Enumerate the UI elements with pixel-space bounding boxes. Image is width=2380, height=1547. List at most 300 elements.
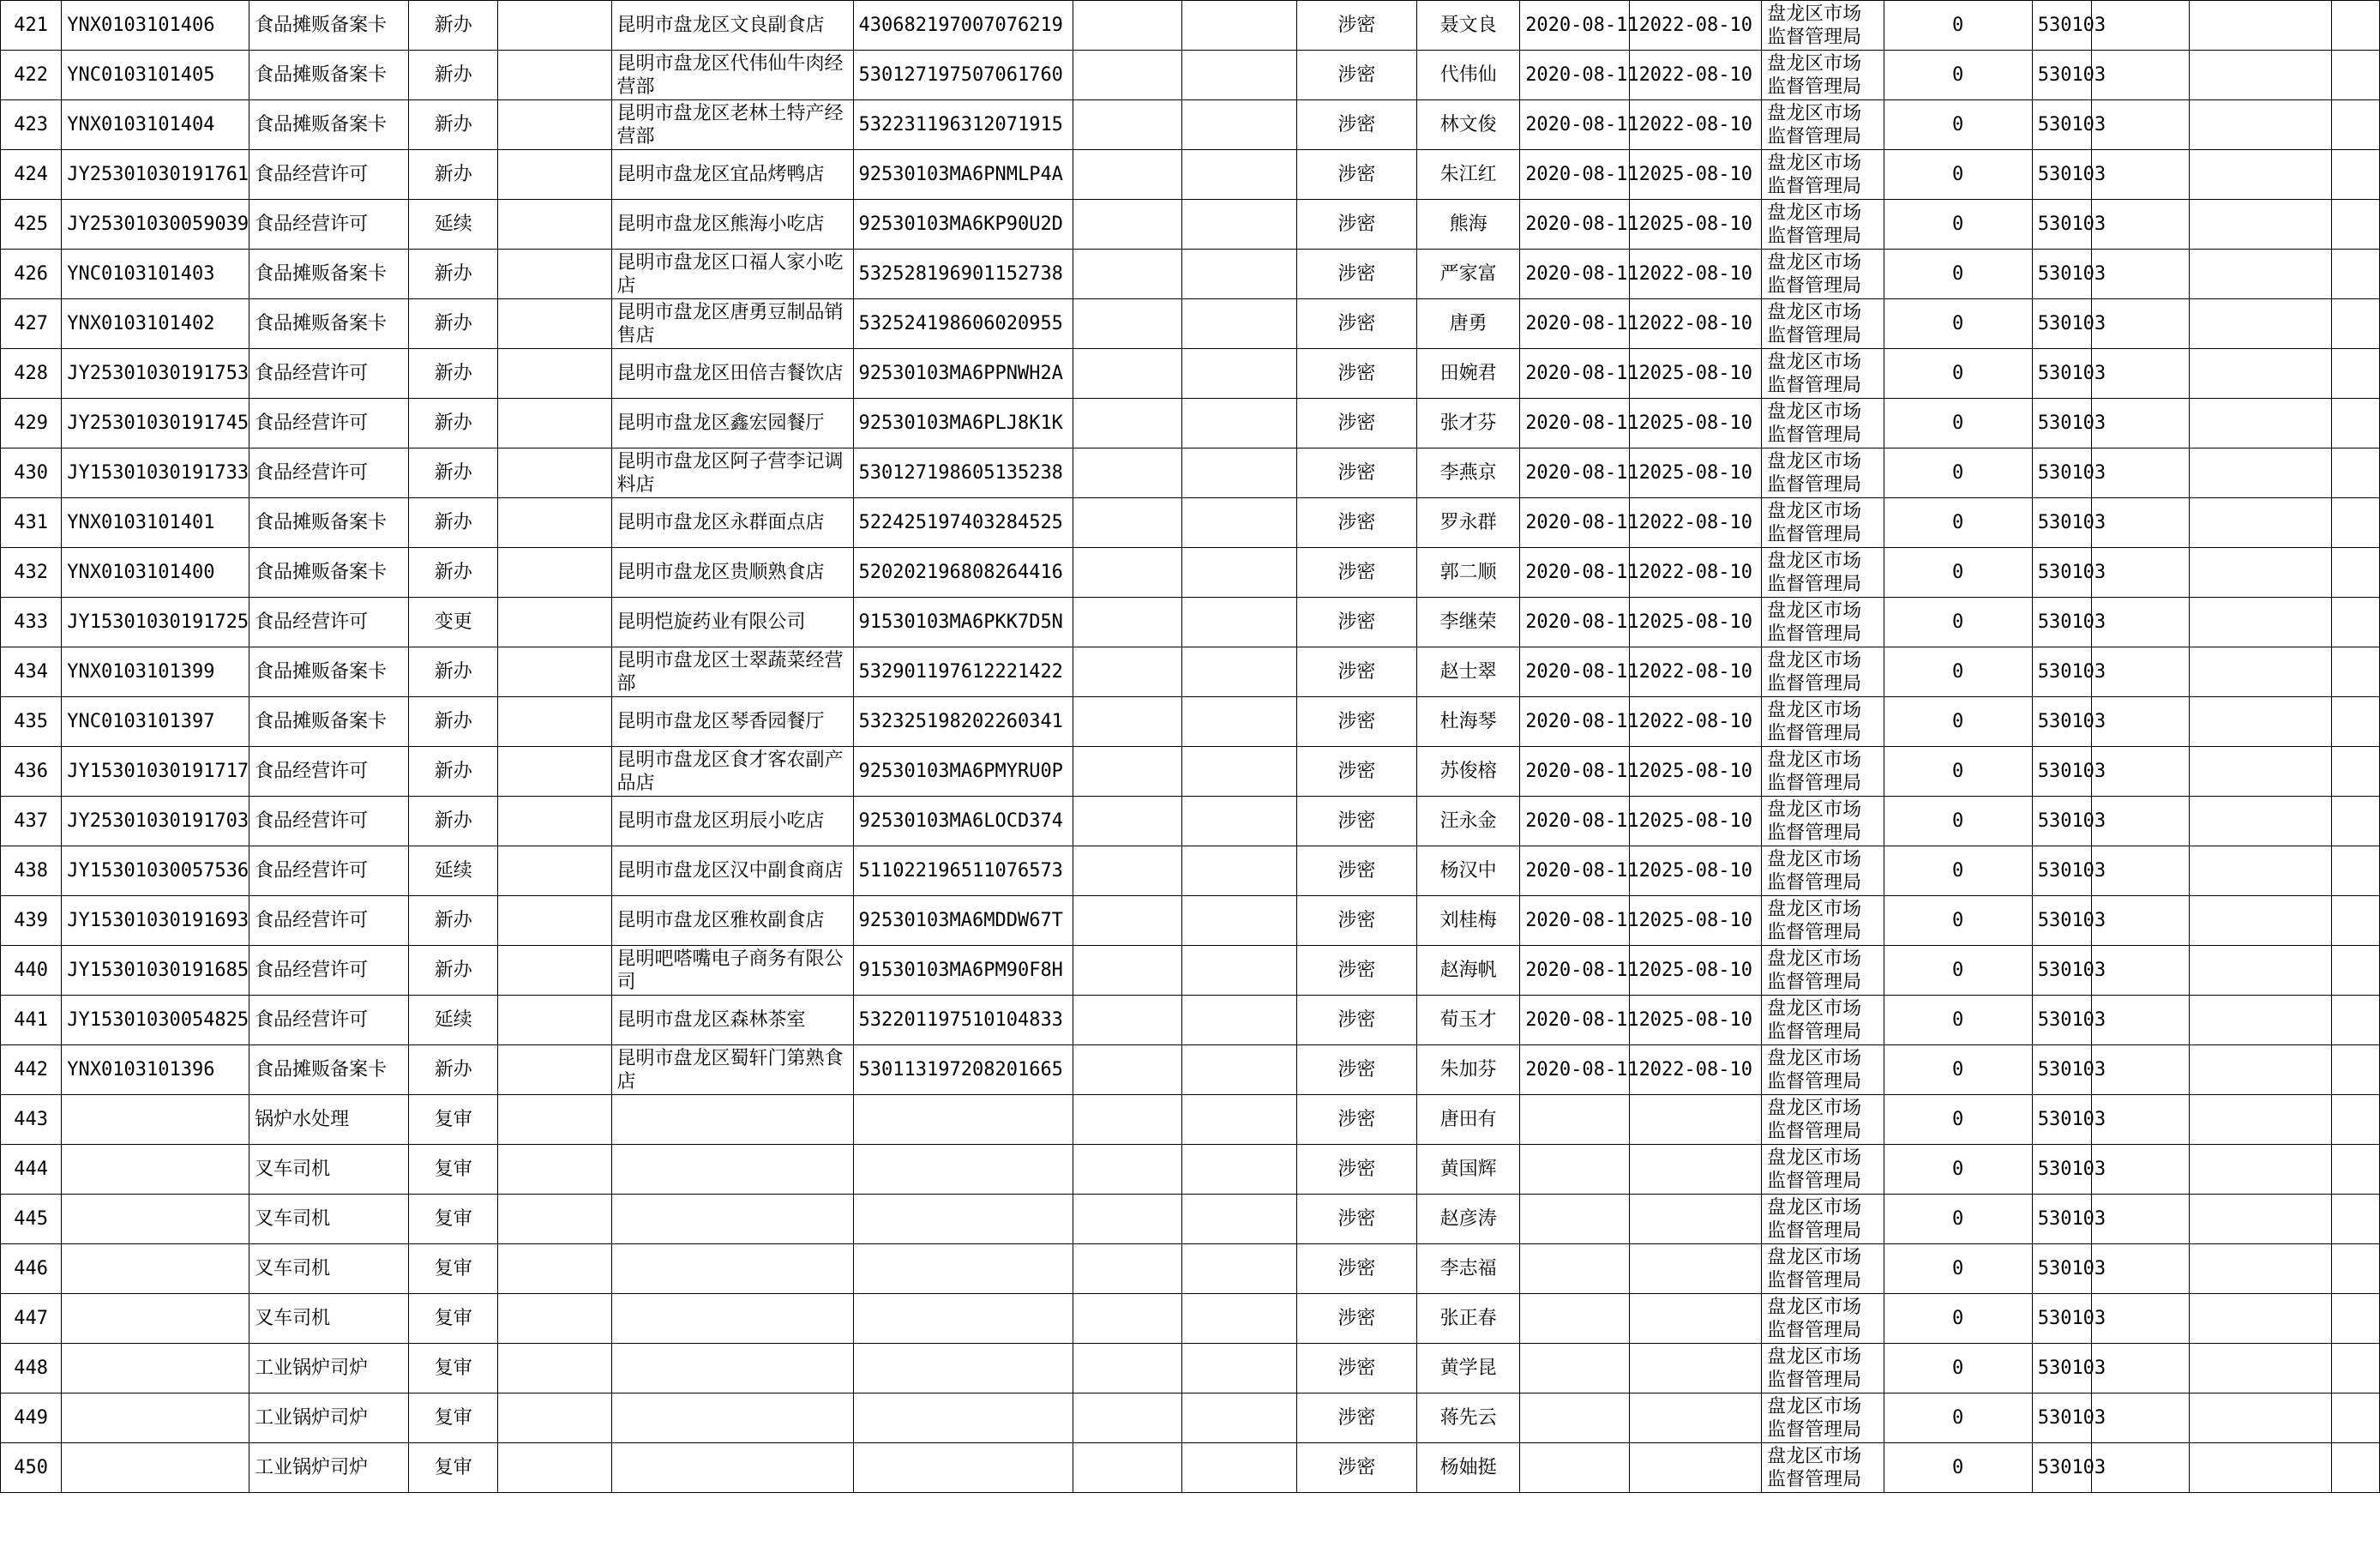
empty-cell — [2189, 1394, 2331, 1443]
business-name-cell: 昆明市盘龙区宜品烤鸭店 — [611, 150, 853, 200]
license-type-cell: 工业锅炉司炉 — [249, 1394, 409, 1443]
empty-cell — [2091, 598, 2189, 647]
secret-status-cell: 涉密 — [1296, 697, 1416, 747]
table-row — [1, 1394, 2380, 1443]
license-type-cell: 食品摊贩备案卡 — [249, 100, 409, 150]
area-code-cell: 530103 — [2032, 299, 2091, 349]
empty-cell — [2091, 1443, 2189, 1493]
business-name-cell: 昆明市盘龙区熊海小吃店 — [611, 200, 853, 250]
empty-cell — [1182, 399, 1296, 448]
table-row — [1, 747, 2380, 797]
row-number-cell: 443 — [1, 1095, 62, 1145]
row-number-cell: 423 — [1, 100, 62, 150]
action-type-cell: 延续 — [409, 200, 498, 250]
empty-cell — [1182, 1145, 1296, 1195]
business-name-cell: 昆明市盘龙区蜀轩门第熟食店 — [611, 1045, 853, 1095]
empty-cell — [2091, 1394, 2189, 1443]
flag-cell: 0 — [1884, 150, 2032, 200]
flag-cell: 0 — [1884, 697, 2032, 747]
license-code-cell: YNX0103101402 — [62, 299, 249, 349]
flag-cell: 0 — [1884, 996, 2032, 1045]
empty-cell — [2091, 1195, 2189, 1244]
empty-cell — [2091, 498, 2189, 548]
business-name-cell — [611, 1145, 853, 1195]
table-row — [1, 1443, 2380, 1493]
empty-cell — [2331, 1443, 2379, 1493]
end-date-cell: 2025-08-10 — [1630, 996, 1762, 1045]
flag-cell: 0 — [1884, 598, 2032, 647]
license-type-cell: 食品经营许可 — [249, 996, 409, 1045]
license-code-cell — [62, 1443, 249, 1493]
area-code-cell: 530103 — [2032, 896, 2091, 946]
license-code-cell: YNC0103101403 — [62, 250, 249, 299]
table-row — [1, 797, 2380, 846]
flag-cell: 0 — [1884, 1294, 2032, 1344]
empty-cell — [1182, 51, 1296, 100]
end-date-cell: 2022-08-10 — [1630, 51, 1762, 100]
credit-code-cell: 520202196808264416 — [853, 548, 1073, 598]
credit-code-cell: 430682197007076219 — [853, 1, 1073, 51]
action-type-cell: 复审 — [409, 1394, 498, 1443]
start-date-cell: 2020-08-11 — [1520, 1045, 1630, 1095]
end-date-cell — [1630, 1443, 1762, 1493]
empty-cell — [2189, 448, 2331, 498]
business-name-cell: 昆明市盘龙区森林茶室 — [611, 996, 853, 1045]
row-number-cell: 439 — [1, 896, 62, 946]
license-type-cell: 食品摊贩备案卡 — [249, 697, 409, 747]
secret-status-cell: 涉密 — [1296, 647, 1416, 697]
business-name-cell: 昆明市盘龙区汉中副食商店 — [611, 846, 853, 896]
empty-cell — [498, 647, 611, 697]
empty-cell — [2091, 150, 2189, 200]
area-code-cell: 530103 — [2032, 51, 2091, 100]
action-type-cell: 新办 — [409, 349, 498, 399]
empty-cell — [1073, 846, 1182, 896]
area-code-cell: 530103 — [2032, 548, 2091, 598]
row-number-cell: 441 — [1, 996, 62, 1045]
row-number-cell: 430 — [1, 448, 62, 498]
empty-cell — [2331, 946, 2379, 996]
empty-cell — [2189, 1045, 2331, 1095]
row-number-cell: 447 — [1, 1294, 62, 1344]
person-name-cell: 朱江红 — [1417, 150, 1520, 200]
license-code-cell: JY15301030191717 — [62, 747, 249, 797]
row-number-cell: 438 — [1, 846, 62, 896]
empty-cell — [2091, 100, 2189, 150]
action-type-cell: 新办 — [409, 498, 498, 548]
empty-cell — [1073, 797, 1182, 846]
credit-code-cell: 92530103MA6PLJ8K1K — [853, 399, 1073, 448]
empty-cell — [1182, 498, 1296, 548]
empty-cell — [2331, 448, 2379, 498]
empty-cell — [498, 846, 611, 896]
empty-cell — [1073, 200, 1182, 250]
area-code-cell: 530103 — [2032, 697, 2091, 747]
license-type-cell: 叉车司机 — [249, 1294, 409, 1344]
license-type-cell: 食品经营许可 — [249, 946, 409, 996]
table-row — [1, 1294, 2380, 1344]
secret-status-cell: 涉密 — [1296, 100, 1416, 150]
area-code-cell: 530103 — [2032, 1145, 2091, 1195]
start-date-cell — [1520, 1294, 1630, 1344]
flag-cell: 0 — [1884, 100, 2032, 150]
area-code-cell: 530103 — [2032, 250, 2091, 299]
start-date-cell: 2020-08-11 — [1520, 51, 1630, 100]
agency-cell: 盘龙区市场监督管理局 — [1762, 200, 1884, 250]
empty-cell — [2189, 100, 2331, 150]
table-row — [1, 1195, 2380, 1244]
area-code-cell: 530103 — [2032, 1045, 2091, 1095]
license-code-cell: YNX0103101400 — [62, 548, 249, 598]
license-type-cell: 食品摊贩备案卡 — [249, 1045, 409, 1095]
person-name-cell: 赵士翠 — [1417, 647, 1520, 697]
empty-cell — [1182, 299, 1296, 349]
empty-cell — [2331, 1195, 2379, 1244]
person-name-cell: 李志福 — [1417, 1244, 1520, 1294]
agency-cell: 盘龙区市场监督管理局 — [1762, 1145, 1884, 1195]
area-code-cell: 530103 — [2032, 448, 2091, 498]
license-code-cell: YNC0103101405 — [62, 51, 249, 100]
license-code-cell: JY25301030191703 — [62, 797, 249, 846]
person-name-cell: 杜海琴 — [1417, 697, 1520, 747]
license-code-cell — [62, 1244, 249, 1294]
empty-cell — [498, 1195, 611, 1244]
license-type-cell: 食品摊贩备案卡 — [249, 647, 409, 697]
action-type-cell: 变更 — [409, 598, 498, 647]
empty-cell — [2331, 747, 2379, 797]
business-name-cell: 昆明市盘龙区田倍吉餐饮店 — [611, 349, 853, 399]
empty-cell — [1182, 100, 1296, 150]
secret-status-cell: 涉密 — [1296, 250, 1416, 299]
empty-cell — [2189, 1195, 2331, 1244]
empty-cell — [1073, 1095, 1182, 1145]
empty-cell — [1073, 647, 1182, 697]
empty-cell — [1073, 1443, 1182, 1493]
agency-cell: 盘龙区市场监督管理局 — [1762, 1443, 1884, 1493]
end-date-cell: 2025-08-10 — [1630, 200, 1762, 250]
credit-code-cell: 92530103MA6MDDW67T — [853, 896, 1073, 946]
end-date-cell: 2025-08-10 — [1630, 946, 1762, 996]
start-date-cell: 2020-08-11 — [1520, 399, 1630, 448]
area-code-cell: 530103 — [2032, 100, 2091, 150]
end-date-cell: 2022-08-10 — [1630, 250, 1762, 299]
row-number-cell: 421 — [1, 1, 62, 51]
end-date-cell: 2022-08-10 — [1630, 697, 1762, 747]
start-date-cell — [1520, 1095, 1630, 1145]
credit-code-cell — [853, 1344, 1073, 1394]
empty-cell — [2189, 200, 2331, 250]
empty-cell — [1182, 250, 1296, 299]
credit-code-cell: 511022196511076573 — [853, 846, 1073, 896]
license-code-cell: JY15301030191685 — [62, 946, 249, 996]
empty-cell — [1073, 349, 1182, 399]
empty-cell — [498, 51, 611, 100]
agency-cell: 盘龙区市场监督管理局 — [1762, 1195, 1884, 1244]
empty-cell — [2331, 548, 2379, 598]
empty-cell — [2091, 896, 2189, 946]
empty-cell — [2189, 349, 2331, 399]
action-type-cell: 复审 — [409, 1244, 498, 1294]
empty-cell — [2189, 647, 2331, 697]
end-date-cell: 2025-08-10 — [1630, 896, 1762, 946]
business-name-cell: 昆明市盘龙区文良副食店 — [611, 1, 853, 51]
end-date-cell — [1630, 1394, 1762, 1443]
agency-cell: 盘龙区市场监督管理局 — [1762, 697, 1884, 747]
empty-cell — [1073, 399, 1182, 448]
area-code-cell: 530103 — [2032, 846, 2091, 896]
empty-cell — [498, 797, 611, 846]
empty-cell — [1073, 51, 1182, 100]
start-date-cell — [1520, 1195, 1630, 1244]
business-name-cell: 昆明市盘龙区雅枚副食店 — [611, 896, 853, 946]
empty-cell — [2091, 250, 2189, 299]
person-name-cell: 聂文良 — [1417, 1, 1520, 51]
agency-cell: 盘龙区市场监督管理局 — [1762, 647, 1884, 697]
empty-cell — [498, 946, 611, 996]
table-row — [1, 598, 2380, 647]
empty-cell — [1182, 1244, 1296, 1294]
agency-cell: 盘龙区市场监督管理局 — [1762, 250, 1884, 299]
license-code-cell — [62, 1344, 249, 1394]
empty-cell — [2331, 598, 2379, 647]
table-row — [1, 996, 2380, 1045]
area-code-cell: 530103 — [2032, 1195, 2091, 1244]
agency-cell: 盘龙区市场监督管理局 — [1762, 1394, 1884, 1443]
empty-cell — [498, 250, 611, 299]
end-date-cell: 2022-08-10 — [1630, 1045, 1762, 1095]
agency-cell: 盘龙区市场监督管理局 — [1762, 747, 1884, 797]
empty-cell — [1182, 150, 1296, 200]
agency-cell: 盘龙区市场监督管理局 — [1762, 399, 1884, 448]
empty-cell — [1182, 448, 1296, 498]
action-type-cell: 新办 — [409, 896, 498, 946]
empty-cell — [498, 1443, 611, 1493]
empty-cell — [498, 1244, 611, 1294]
end-date-cell — [1630, 1095, 1762, 1145]
table-row — [1, 1145, 2380, 1195]
start-date-cell: 2020-08-11 — [1520, 896, 1630, 946]
license-type-cell: 食品经营许可 — [249, 200, 409, 250]
empty-cell — [1182, 598, 1296, 647]
table-row — [1, 1045, 2380, 1095]
empty-cell — [498, 399, 611, 448]
business-name-cell — [611, 1443, 853, 1493]
license-type-cell: 食品经营许可 — [249, 797, 409, 846]
end-date-cell: 2025-08-10 — [1630, 797, 1762, 846]
license-code-cell: JY25301030059039 — [62, 200, 249, 250]
flag-cell: 0 — [1884, 448, 2032, 498]
action-type-cell: 复审 — [409, 1443, 498, 1493]
empty-cell — [1073, 1145, 1182, 1195]
empty-cell — [498, 299, 611, 349]
start-date-cell: 2020-08-11 — [1520, 100, 1630, 150]
empty-cell — [1182, 996, 1296, 1045]
empty-cell — [1182, 846, 1296, 896]
table-row — [1, 896, 2380, 946]
row-number-cell: 432 — [1, 548, 62, 598]
table-row — [1, 1344, 2380, 1394]
empty-cell — [2091, 1095, 2189, 1145]
empty-cell — [2331, 846, 2379, 896]
empty-cell — [498, 200, 611, 250]
license-code-cell: JY15301030054825 — [62, 996, 249, 1045]
empty-cell — [1182, 1045, 1296, 1095]
person-name-cell: 代伟仙 — [1417, 51, 1520, 100]
empty-cell — [1182, 697, 1296, 747]
agency-cell: 盘龙区市场监督管理局 — [1762, 1244, 1884, 1294]
action-type-cell: 复审 — [409, 1344, 498, 1394]
secret-status-cell: 涉密 — [1296, 51, 1416, 100]
agency-cell: 盘龙区市场监督管理局 — [1762, 598, 1884, 647]
empty-cell — [2189, 747, 2331, 797]
area-code-cell: 530103 — [2032, 996, 2091, 1045]
person-name-cell: 赵彦涛 — [1417, 1195, 1520, 1244]
row-number-cell: 427 — [1, 299, 62, 349]
end-date-cell: 2025-08-10 — [1630, 846, 1762, 896]
row-number-cell: 437 — [1, 797, 62, 846]
start-date-cell: 2020-08-11 — [1520, 299, 1630, 349]
table-row — [1, 548, 2380, 598]
empty-cell — [498, 548, 611, 598]
person-name-cell: 严家富 — [1417, 250, 1520, 299]
empty-cell — [498, 896, 611, 946]
secret-status-cell: 涉密 — [1296, 150, 1416, 200]
empty-cell — [2091, 1, 2189, 51]
secret-status-cell: 涉密 — [1296, 399, 1416, 448]
agency-cell: 盘龙区市场监督管理局 — [1762, 51, 1884, 100]
empty-cell — [498, 697, 611, 747]
credit-code-cell — [853, 1294, 1073, 1344]
flag-cell: 0 — [1884, 250, 2032, 299]
credit-code-cell: 532325198202260341 — [853, 697, 1073, 747]
empty-cell — [2091, 51, 2189, 100]
area-code-cell: 530103 — [2032, 150, 2091, 200]
person-name-cell: 杨汉中 — [1417, 846, 1520, 896]
start-date-cell: 2020-08-11 — [1520, 647, 1630, 697]
secret-status-cell: 涉密 — [1296, 1443, 1416, 1493]
row-number-cell: 450 — [1, 1443, 62, 1493]
credit-code-cell — [853, 1443, 1073, 1493]
action-type-cell: 新办 — [409, 100, 498, 150]
table-row — [1, 846, 2380, 896]
row-number-cell: 436 — [1, 747, 62, 797]
secret-status-cell: 涉密 — [1296, 896, 1416, 946]
agency-cell: 盘龙区市场监督管理局 — [1762, 1045, 1884, 1095]
empty-cell — [2189, 697, 2331, 747]
business-name-cell: 昆明市盘龙区食才客农副产品店 — [611, 747, 853, 797]
end-date-cell — [1630, 1244, 1762, 1294]
start-date-cell: 2020-08-11 — [1520, 697, 1630, 747]
person-name-cell: 张才芬 — [1417, 399, 1520, 448]
end-date-cell — [1630, 1294, 1762, 1344]
empty-cell — [2189, 846, 2331, 896]
person-name-cell: 熊海 — [1417, 200, 1520, 250]
row-number-cell: 424 — [1, 150, 62, 200]
empty-cell — [1073, 896, 1182, 946]
empty-cell — [498, 1394, 611, 1443]
license-code-cell — [62, 1394, 249, 1443]
start-date-cell — [1520, 1145, 1630, 1195]
secret-status-cell: 涉密 — [1296, 598, 1416, 647]
license-type-cell: 食品摊贩备案卡 — [249, 51, 409, 100]
empty-cell — [2189, 1244, 2331, 1294]
empty-cell — [1073, 747, 1182, 797]
empty-cell — [2091, 399, 2189, 448]
agency-cell: 盘龙区市场监督管理局 — [1762, 100, 1884, 150]
empty-cell — [2331, 1045, 2379, 1095]
row-number-cell: 440 — [1, 946, 62, 996]
empty-cell — [1073, 448, 1182, 498]
license-code-cell — [62, 1145, 249, 1195]
empty-cell — [2189, 250, 2331, 299]
action-type-cell: 新办 — [409, 797, 498, 846]
empty-cell — [2091, 697, 2189, 747]
empty-cell — [2189, 896, 2331, 946]
empty-cell — [2091, 647, 2189, 697]
empty-cell — [2189, 150, 2331, 200]
empty-cell — [2189, 598, 2331, 647]
business-name-cell — [611, 1195, 853, 1244]
area-code-cell: 530103 — [2032, 1443, 2091, 1493]
license-code-cell: JY25301030191745 — [62, 399, 249, 448]
area-code-cell: 530103 — [2032, 1244, 2091, 1294]
secret-status-cell: 涉密 — [1296, 1294, 1416, 1344]
person-name-cell: 李继荣 — [1417, 598, 1520, 647]
action-type-cell: 新办 — [409, 697, 498, 747]
empty-cell — [1182, 1195, 1296, 1244]
empty-cell — [2189, 996, 2331, 1045]
area-code-cell: 530103 — [2032, 1, 2091, 51]
empty-cell — [1182, 200, 1296, 250]
agency-cell: 盘龙区市场监督管理局 — [1762, 548, 1884, 598]
start-date-cell: 2020-08-11 — [1520, 548, 1630, 598]
end-date-cell: 2022-08-10 — [1630, 100, 1762, 150]
start-date-cell — [1520, 1394, 1630, 1443]
empty-cell — [2189, 399, 2331, 448]
business-name-cell: 昆明市盘龙区鑫宏园餐厅 — [611, 399, 853, 448]
start-date-cell: 2020-08-11 — [1520, 846, 1630, 896]
row-number-cell: 435 — [1, 697, 62, 747]
secret-status-cell: 涉密 — [1296, 1, 1416, 51]
empty-cell — [1073, 1244, 1182, 1294]
empty-cell — [1182, 548, 1296, 598]
empty-cell — [498, 498, 611, 548]
row-number-cell: 444 — [1, 1145, 62, 1195]
action-type-cell: 新办 — [409, 647, 498, 697]
license-type-cell: 工业锅炉司炉 — [249, 1443, 409, 1493]
secret-status-cell: 涉密 — [1296, 349, 1416, 399]
empty-cell — [2189, 1145, 2331, 1195]
row-number-cell: 425 — [1, 200, 62, 250]
person-name-cell: 荀玉才 — [1417, 996, 1520, 1045]
flag-cell: 0 — [1884, 498, 2032, 548]
empty-cell — [2091, 797, 2189, 846]
business-name-cell: 昆明市盘龙区士翠蔬菜经营部 — [611, 647, 853, 697]
area-code-cell: 530103 — [2032, 797, 2091, 846]
empty-cell — [1073, 100, 1182, 150]
secret-status-cell: 涉密 — [1296, 747, 1416, 797]
empty-cell — [2331, 1244, 2379, 1294]
empty-cell — [1073, 1394, 1182, 1443]
action-type-cell: 新办 — [409, 299, 498, 349]
license-code-cell: YNX0103101401 — [62, 498, 249, 548]
action-type-cell: 延续 — [409, 996, 498, 1045]
empty-cell — [2189, 1095, 2331, 1145]
secret-status-cell: 涉密 — [1296, 946, 1416, 996]
license-type-cell: 食品摊贩备案卡 — [249, 498, 409, 548]
empty-cell — [1073, 1195, 1182, 1244]
area-code-cell: 530103 — [2032, 946, 2091, 996]
